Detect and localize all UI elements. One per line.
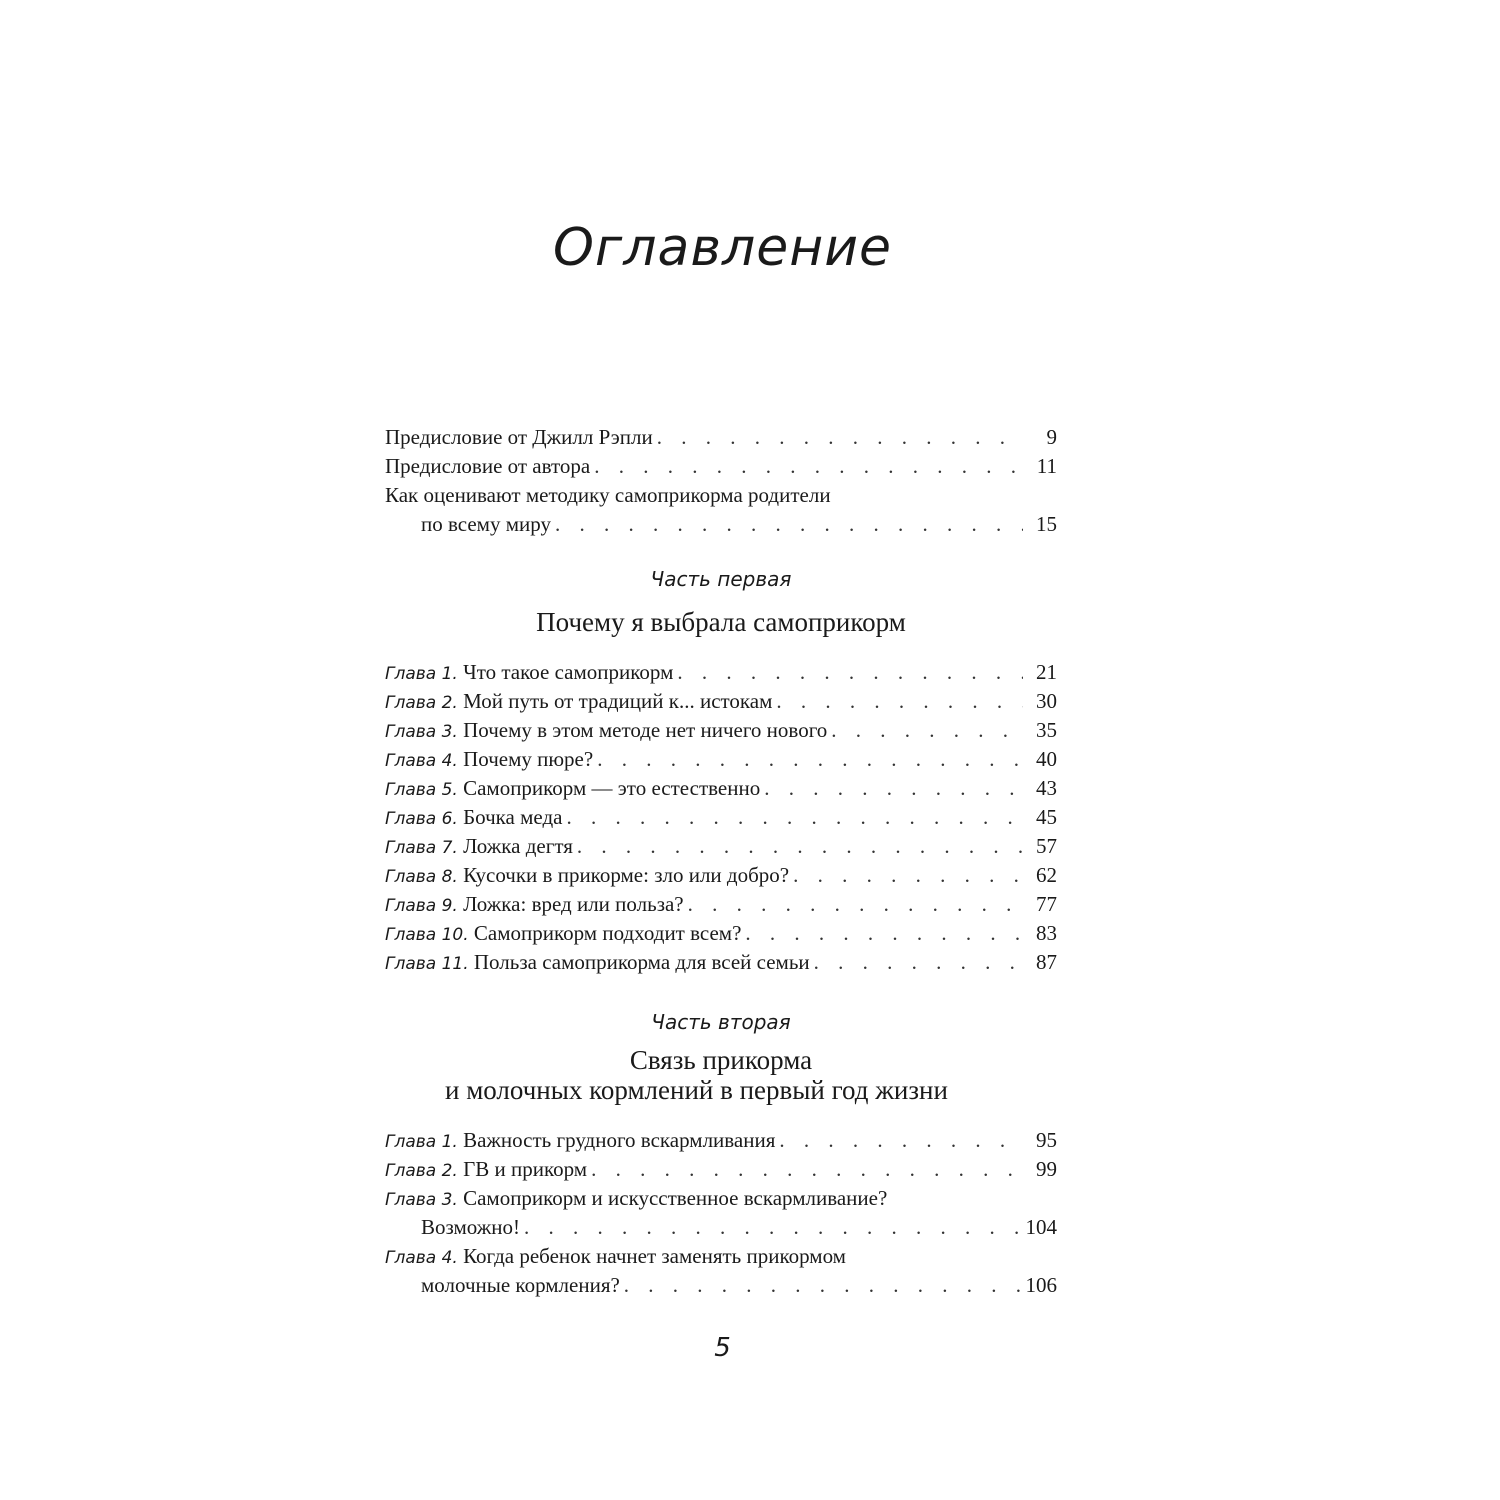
dot-leader [555,510,1023,539]
part2-title-line1: Связь прикорма [629,1045,813,1075]
toc-entry-continuation[interactable] [385,510,1057,539]
toc-entry-page: 104 [1020,1213,1058,1242]
dot-leader [657,423,1023,452]
toc-entry-label: Польза самоприкорма для всей семьи [473,950,810,974]
toc-entry-label: Предисловие от Джилл Рэпли [385,423,657,452]
toc-entry-page: 99 [1023,1155,1057,1184]
toc-entry-label: Предисловие от автора [385,452,594,481]
toc-entry-continuation[interactable] [385,1271,1057,1300]
toc-entry-page: 15 [1023,510,1057,539]
dot-leader [624,1271,1020,1300]
toc-entry[interactable] [385,890,1057,919]
toc-entry[interactable] [385,948,1057,977]
toc-entry-page: 45 [1023,803,1057,832]
toc-entry-page: 62 [1023,861,1057,890]
chapter-prefix: Глава 9. [385,896,458,916]
toc-entry-page: 11 [1023,452,1057,481]
toc-entry-page: 9 [1023,423,1057,452]
toc-entry-label: Почему в этом методе нет ничего нового [463,718,828,742]
dot-leader [524,1213,1019,1242]
toc-entry-page: 77 [1023,890,1057,919]
toc-entry-page: 40 [1023,745,1057,774]
toc-entry-label: Самоприкорм подходит всем? [473,921,742,945]
toc-entry-label: Ложка дегтя [463,834,573,858]
chapter-prefix: Глава 1. [385,664,458,684]
chapter-prefix: Глава 1. [385,1132,458,1152]
toc-entry-page: 21 [1023,658,1057,687]
page-number: 5 [714,1333,731,1363]
dot-leader [594,452,1023,481]
toc-entry[interactable] [385,919,1057,948]
part1-label: Часть первая [650,567,792,591]
toc-entry-page: 57 [1023,832,1057,861]
dot-leader [577,832,1023,861]
chapter-prefix: Глава 8. [385,867,458,887]
dot-leader [566,803,1023,832]
chapter-prefix: Глава 7. [385,838,458,858]
toc-entry-label-cont: по всему миру [385,510,555,539]
dot-leader [677,658,1023,687]
toc-entry-label: Почему пюре? [463,747,594,771]
dot-leader [814,948,1023,977]
toc-entry[interactable] [385,1155,1057,1184]
part2-label: Часть вторая [651,1010,791,1034]
toc-entry-label: Мой путь от традиций к... истокам [463,689,773,713]
toc-entry[interactable] [385,745,1057,774]
toc-entry[interactable] [385,832,1057,861]
chapter-prefix: Глава 11. [385,954,469,974]
toc-entry[interactable] [385,1126,1057,1155]
toc-entry[interactable] [385,658,1057,687]
chapter-prefix: Глава 10. [385,925,469,945]
toc-entry-continuation[interactable] [385,1213,1057,1242]
toc-entry-label-cont: молочные кормления? [385,1271,624,1300]
chapter-prefix: Глава 5. [385,780,458,800]
toc-entry-page: 95 [1023,1126,1057,1155]
toc-entry[interactable] [385,861,1057,890]
toc-entry-label: Кусочки в прикорме: зло или добро? [463,863,790,887]
toc-entry[interactable] [385,716,1057,745]
toc-entry-label: ГВ и прикорм [463,1157,588,1181]
toc-entry-label: Как оценивают методику самоприкорма родители [385,483,831,507]
toc-entry-page: 87 [1023,948,1057,977]
dot-leader [745,919,1023,948]
part2-title-line2: и молочных кормлений в первый год жизни [445,1075,948,1105]
toc-entry[interactable] [385,803,1057,832]
toc-entry-page: 106 [1020,1271,1058,1300]
chapter-prefix: Глава 3. [385,722,458,742]
dot-leader [776,687,1023,716]
toc-entry-label: Бочка меда [463,805,563,829]
toc-entry[interactable] [385,687,1057,716]
toc-entry[interactable] [385,423,1057,452]
chapter-prefix: Глава 3. [385,1190,458,1210]
toc-entry-label-cont: Возможно! [385,1213,524,1242]
dot-leader [591,1155,1023,1184]
toc-entry-label: Ложка: вред или польза? [463,892,684,916]
toc-entry-label: Самоприкорм — это естественно [463,776,761,800]
chapter-prefix: Глава 6. [385,809,458,829]
toc-entry[interactable] [385,1242,1057,1271]
chapter-prefix: Глава 2. [385,1161,458,1181]
toc-entry-page: 30 [1023,687,1057,716]
chapter-prefix: Глава 4. [385,751,458,771]
toc-entry-label: Самоприкорм и искусственное вскармливание? [463,1186,888,1210]
toc-entry-label: Что такое самоприкорм [463,660,674,684]
dot-leader [764,774,1023,803]
dot-leader [597,745,1023,774]
toc-entry[interactable] [385,1184,1057,1213]
toc-entry[interactable] [385,452,1057,481]
toc-entry-label: Важность грудного вскармливания [463,1128,776,1152]
toc-entry-page: 83 [1023,919,1057,948]
toc-entry[interactable] [385,774,1057,803]
chapter-prefix: Глава 2. [385,693,458,713]
chapter-prefix: Глава 4. [385,1248,458,1268]
dot-leader [688,890,1023,919]
dot-leader [779,1126,1023,1155]
toc-entry[interactable] [385,481,1057,510]
toc-entry-page: 35 [1023,716,1057,745]
toc-entry-label: Когда ребенок начнет заменять прикормом [463,1244,846,1268]
dot-leader [793,861,1023,890]
toc-entry-page: 43 [1023,774,1057,803]
page-title: Оглавление [552,218,892,278]
part1-title: Почему я выбрала самоприкорм [536,607,906,637]
dot-leader [831,716,1023,745]
